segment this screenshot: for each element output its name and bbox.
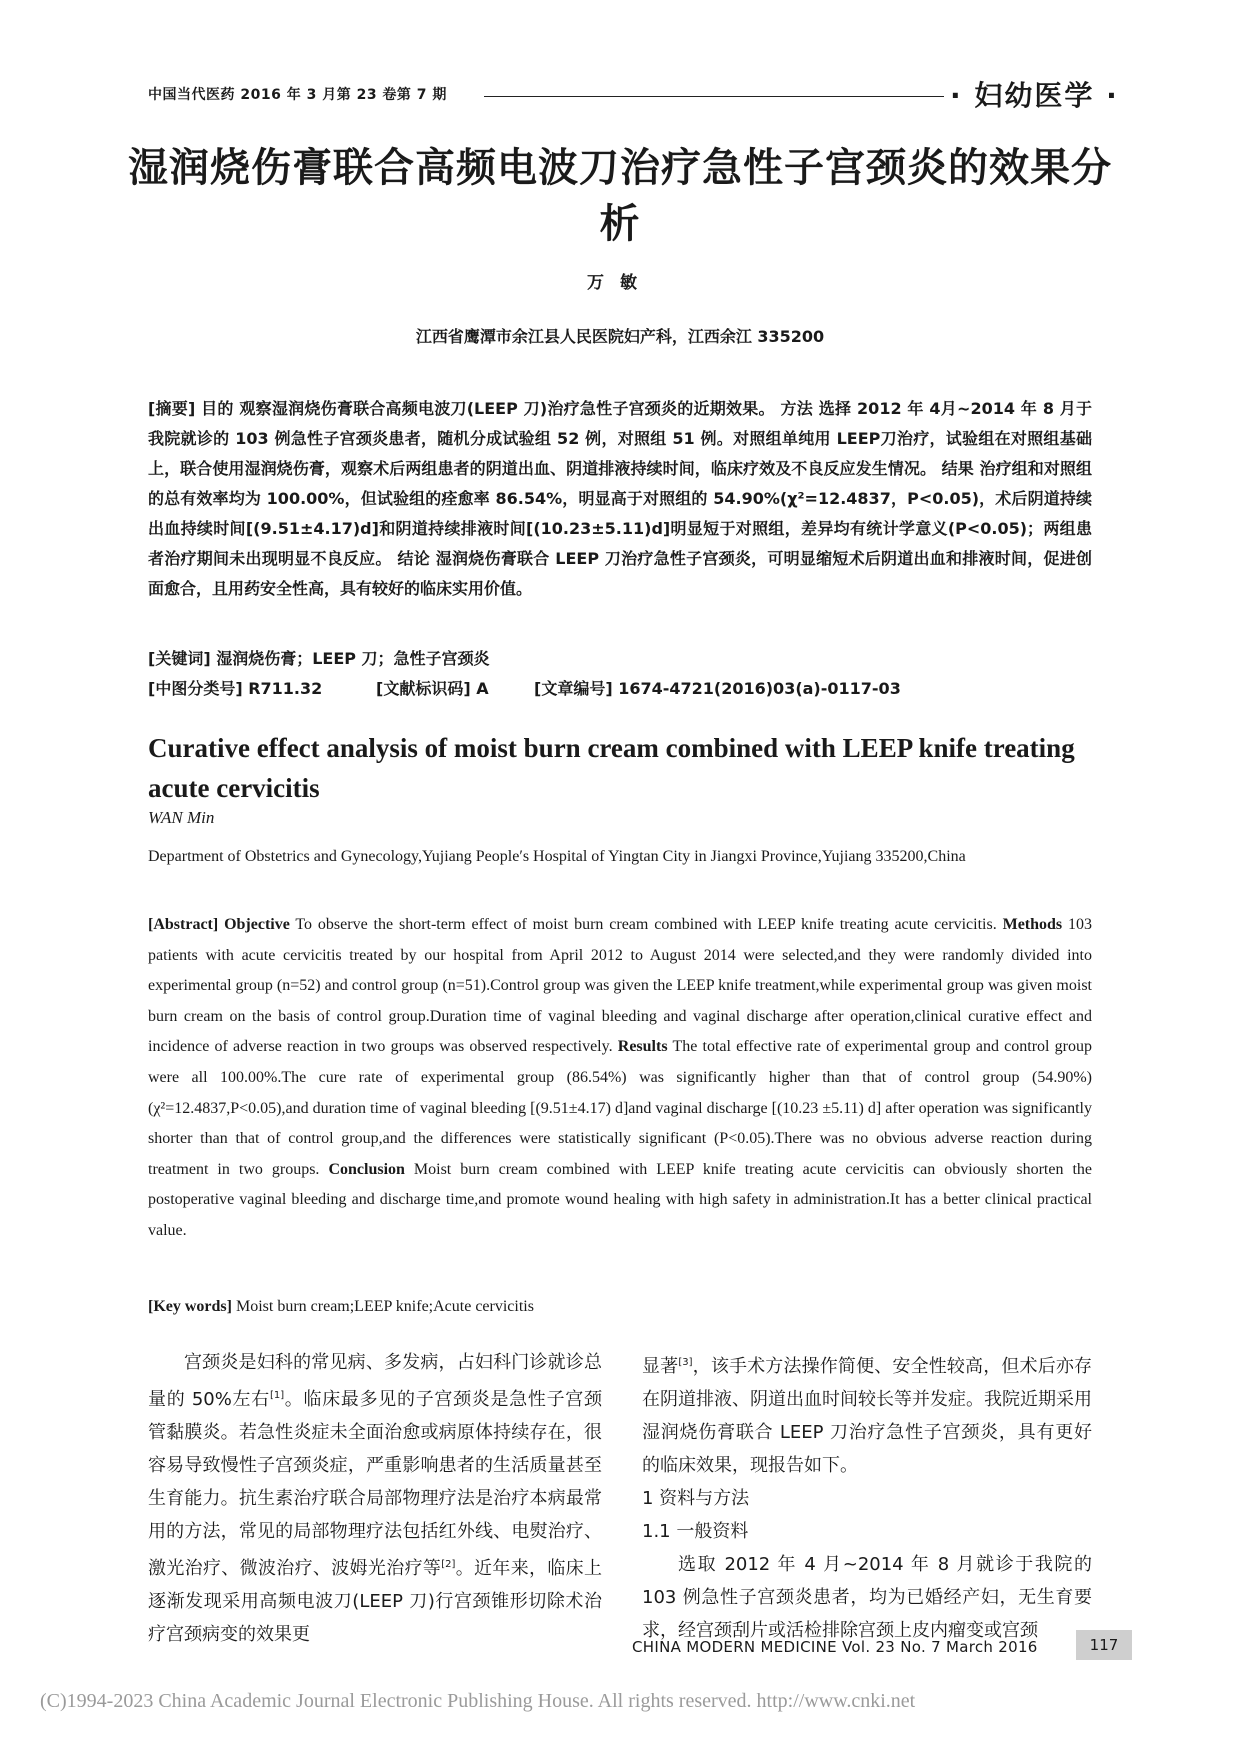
- page-number: 117: [1076, 1630, 1132, 1660]
- section-label: · 妇幼医学 ·: [950, 79, 1119, 112]
- intro-paragraph: [148, 1346, 602, 1651]
- affiliation-cn: 江西省鹰潭市余江县人民医院妇产科，江西余江 335200: [415, 327, 825, 346]
- abstract-cn: [摘要] 目的 观察湿润烧伤膏联合高频电波刀(LEEP 刀)治疗急性子宫颈炎的近期效果。 方法 选择 2012 年 4月~2014 年 8 月于我院就诊的 103 例急性子宫颈炎患者，随机分成试验组 52 例，对照组 51 例。对照组单纯用 LEEP刀治疗，试验组在对照组基础上，联合使用湿润烧伤膏，观察术后两组患者的阴道出血、阴道排液持续时间，临床疗效及不良反应发生情况。 结果 治疗组和对照组的总有效率均为 100.00%，但试验组的痊愈率 86.54%，明显高于对照组的 54.90%(χ²=12.4837，P<0.05)，术后阴道持续出血持续时间[(9.51±4.17)d]和阴道持续排液时间[(10.23±5.11)d]明显短于对照组，差异均有统计学意义(P<0.05)；两组患者治疗期间未出现明显不良反应。 结论 湿润烧伤膏联合 LEEP 刀治疗急性子宫颈炎，可明显缩短术后阴道出血和排液时间，促进创面愈合，且用药安全性高，具有较好的临床实用价值。: [148, 399, 1092, 598]
- paper-title-cn: 湿润烧伤膏联合高频电波刀治疗急性子宫颈炎的效果分析: [128, 145, 1112, 247]
- abstract-en: [148, 910, 1092, 1247]
- intro-text-2: 。临床最多见的子宫颈炎是急性子宫颈管黏膜炎。若急性炎症未全面治愈或病原体持续存在，很容易导致慢性子宫颈炎症，严重影响患者的生活质量甚至生育能力。抗生素治疗联合局部物理疗法是治疗本病最常用的方法，常见的局部物理疗法包括红外线、电熨治疗、激光治疗、微波治疗、波姆光治疗等: [148, 1389, 603, 1579]
- abstract-tag: [Abstract]: [148, 916, 219, 933]
- body-left-column: [148, 1346, 602, 1651]
- results-text: The total effective rate of experimental group and control group were all 100.00%.The cure rate of experimental group (86.54%) was significantly higher than that of control group (54.90%) (χ²=12.4837,P<0.05),and duration time of vaginal bleeding [(9.51±4.17) d]and vaginal discharge [(10.23 ±5.11) d] after operation was significantly shorter than that of control group,and the differences were statistically significant (P<0.05).There was no obvious adverse reaction during treatment in two groups.: [148, 1038, 1092, 1178]
- methods-label: Methods: [1002, 916, 1063, 933]
- conclusion-text: Moist burn cream combined with LEEP knife treating acute cervicitis can obviously shorten the postoperative vaginal bleeding and discharge time,and promote wound healing with high safety in administration.It has a better clinical practical value.: [148, 1160, 1092, 1239]
- copyright-watermark: (C)1994-2023 China Academic Journal Electronic Publishing House. All rights reserved. http://www.cnki.net: [40, 1690, 916, 1712]
- document-code: [文献标识码] A: [376, 679, 489, 698]
- results-label: Results: [617, 1038, 668, 1056]
- citation-2: [2]: [441, 1559, 456, 1570]
- clc-number: [中图分类号] R711.32: [148, 679, 323, 698]
- intro-text-4: 显著: [642, 1356, 679, 1377]
- paper-title-en: Curative effect analysis of moist burn cream combined with LEEP knife treating acute cervicitis: [148, 733, 1075, 803]
- intro-text-5: ，该手术方法操作简便、安全性较高，但术后亦存在阴道排液、阴道出血时间较长等并发症。我院近期采用湿润烧伤膏联合 LEEP 刀治疗急性子宫颈炎，具有更好的临床效果，现报告如下。: [642, 1356, 1093, 1476]
- objective-label: Objective: [224, 916, 290, 933]
- citation-1: [1]: [269, 1390, 285, 1401]
- objective-text: To observe the short-term effect of moist burn cream combined with LEEP knife treating acute cervicitis.: [289, 916, 1003, 933]
- affiliation-en: Department of Obstetrics and Gynecology,Yujiang People′s Hospital of Yingtan City in Jiangxi Province,Yujiang 335200,China: [148, 848, 966, 865]
- author-en: WAN Min: [148, 808, 215, 827]
- author-cn: 万敏: [587, 273, 653, 293]
- intro-text-3: 。近年来，临床上逐渐发现采用高频电波刀(LEEP 刀)行宫颈锥形切除术治疗宫颈病变的效果更: [148, 1558, 602, 1645]
- article-number: [文章编号] 1674-4721(2016)03(a)-0117-03: [534, 679, 901, 698]
- intro-continued: [642, 1346, 1092, 1482]
- citation-3: [3]: [678, 1357, 693, 1368]
- body-right-column: [642, 1346, 1092, 1647]
- section-heading-1: 1 资料与方法: [642, 1488, 750, 1509]
- keywords-cn: [关键词] 湿润烧伤膏；LEEP 刀；急性子宫颈炎: [148, 649, 490, 668]
- keywords-en-label: [Key words]: [148, 1298, 232, 1315]
- section-heading-1-1: 1.1 一般资料: [642, 1521, 749, 1542]
- methods-text: 103 patients with acute cervicitis treated by our hospital from April 2012 to August 2014 were selected,and they were randomly divided into experimental group (n=52) and control group (n=51).Control group was given the LEEP knife treatment,while experimental group was given moist burn cream on the basis of control group.Duration time of vaginal bleeding and vaginal discharge after operation,clinical curative effect and incidence of adverse reaction in two groups was observed respectively.: [148, 916, 1093, 1056]
- keywords-en-text: Moist burn cream;LEEP knife;Acute cervicitis: [231, 1298, 534, 1315]
- footer-journal: CHINA MODERN MEDICINE Vol. 23 No. 7 March 2016: [632, 1638, 1038, 1656]
- header-rule: [484, 96, 944, 97]
- methods-paragraph: 选取 2012 年 4 月~2014 年 8 月就诊于我院的 103 例急性子宫颈炎患者，均为已婚经产妇，无生育要求，经宫颈刮片或活检排除宫颈上皮内瘤变或宫颈: [642, 1554, 1092, 1641]
- intro-text-1: 宫颈炎是妇科的常见病、多发病，占妇科门诊就诊总量的 50%左右: [148, 1352, 602, 1410]
- conclusion-label: Conclusion: [328, 1160, 405, 1178]
- keywords-en: [148, 1292, 1092, 1322]
- journal-header: 中国当代医药 2016 年 3 月第 23 卷第 7 期: [148, 87, 447, 103]
